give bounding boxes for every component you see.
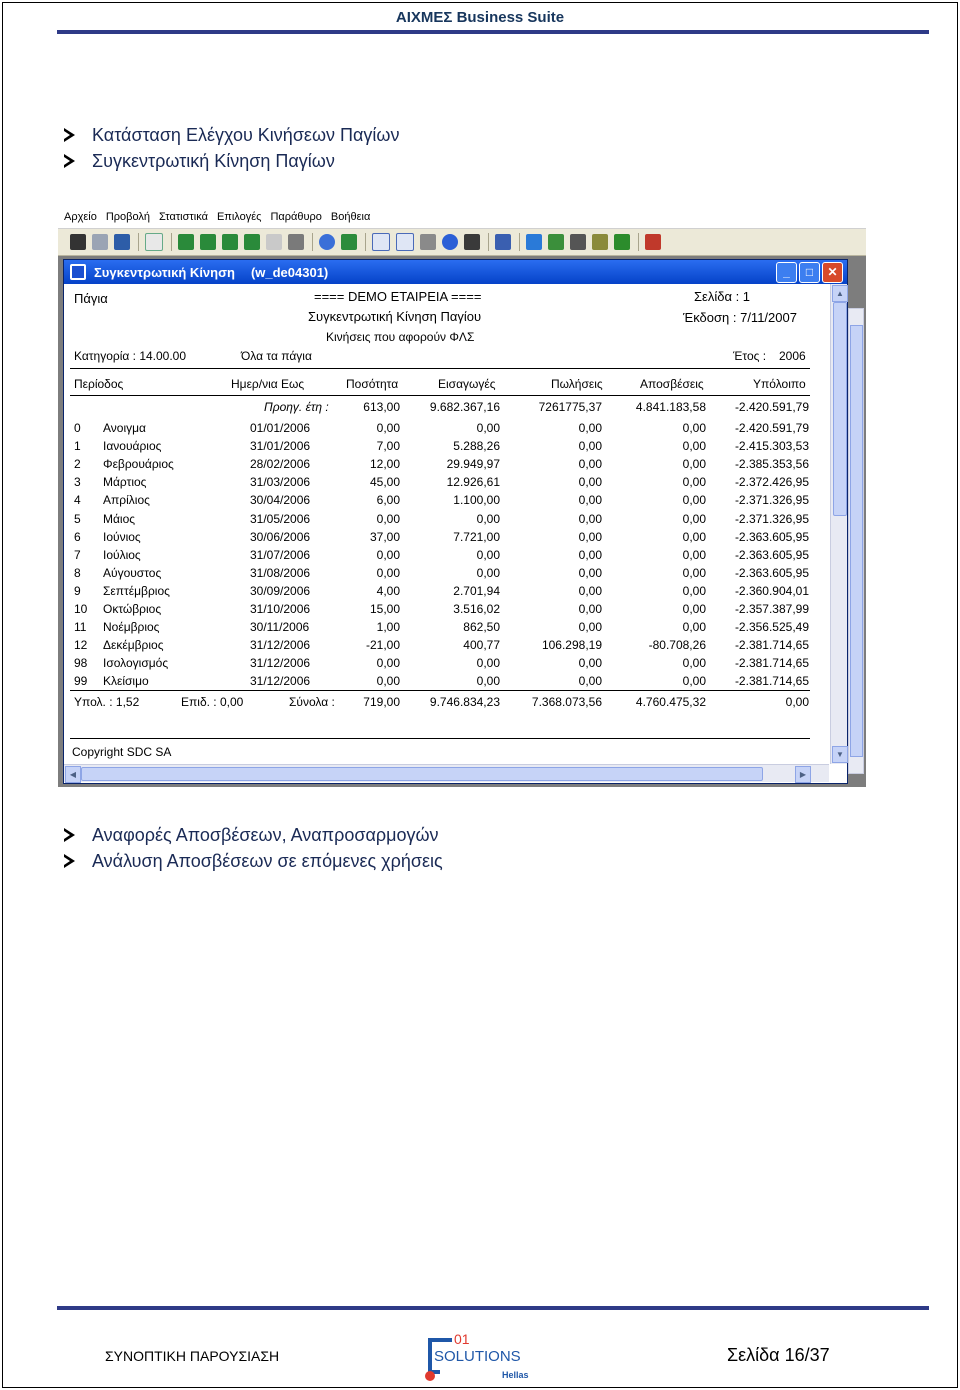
totals-sales: 7.368.073,56 [531, 695, 602, 709]
cell-date: 31/10/2006 [250, 602, 311, 616]
table-row [64, 620, 829, 638]
scroll-down-icon[interactable]: ▼ [832, 746, 848, 763]
cell-date: 30/11/2006 [250, 620, 310, 635]
table-row [64, 493, 829, 511]
cascade-icon[interactable] [420, 234, 436, 250]
cell-balance: -2.415.303,53 [734, 439, 809, 454]
column-headers [64, 377, 829, 395]
cell-balance: -2.381.714,65 [734, 674, 809, 689]
prev-qty: 613,00 [363, 400, 400, 414]
cell-depreciation: 0,00 [682, 421, 706, 435]
cell-period-name: Ιανουάριος [103, 439, 162, 454]
prev-page-icon[interactable] [200, 234, 216, 250]
menu-bar [58, 206, 866, 229]
toolbar-separator [519, 233, 520, 251]
exit-icon[interactable] [645, 234, 661, 250]
cell-sales: 0,00 [578, 674, 602, 689]
bullet-text: Συγκεντρωτική Κίνηση Παγίων [92, 151, 335, 171]
cell-depreciation: 0,00 [682, 565, 706, 580]
table-row [64, 421, 829, 439]
scroll-up-icon[interactable]: ▲ [832, 285, 848, 302]
cell-sales: 0,00 [578, 475, 602, 490]
cell-imports: 7.721,00 [453, 529, 500, 544]
col-sales: Πωλήσεις [551, 377, 603, 391]
cell-period-name: Απρίλιος [103, 493, 150, 508]
col-date: Ημερ/νια Εως [231, 377, 305, 391]
first-page-icon[interactable] [178, 234, 194, 250]
cell-imports: 0,00 [476, 547, 500, 562]
toolbar-separator [138, 233, 139, 251]
binoculars-icon[interactable] [70, 234, 86, 250]
cell-period-code: 6 [74, 529, 81, 544]
cell-sales: 0,00 [578, 565, 602, 580]
cell-balance: -2.363.605,95 [734, 565, 809, 580]
cell-period-code: 7 [74, 547, 81, 562]
cell-imports: 12.926,61 [446, 475, 500, 490]
cell-period-code: 8 [74, 565, 81, 580]
maximize-icon[interactable]: □ [799, 262, 820, 283]
cell-sales: 106.298,19 [541, 638, 602, 653]
cell-depreciation: 0,00 [682, 529, 706, 544]
cell-date: 30/06/2006 [250, 529, 311, 544]
cell-depreciation: 0,00 [682, 457, 706, 472]
cell-period-name: Ανοιγμα [103, 421, 146, 435]
scroll-thumb[interactable] [850, 325, 863, 757]
cell-date: 28/02/2006 [250, 457, 311, 472]
calendar-icon[interactable] [526, 234, 542, 250]
cell-date: 30/09/2006 [250, 583, 311, 598]
arrow-bullet-icon [64, 128, 75, 142]
menu-view[interactable]: Προβολή [105, 211, 151, 223]
cell-imports: 0,00 [476, 674, 500, 689]
report-year-value: 2006 [779, 349, 806, 363]
cell-imports: 862,50 [463, 620, 500, 635]
cell-period-name: Μάρτιος [103, 475, 147, 490]
chart-icon[interactable] [319, 234, 335, 250]
cell-sales: 0,00 [578, 547, 602, 562]
cell-period-code: 3 [74, 475, 81, 490]
report-body [64, 284, 829, 764]
cell-balance: -2.420.591,79 [734, 421, 809, 435]
cell-period-name: Αύγουστος [103, 565, 162, 580]
report-window [63, 259, 848, 784]
col-imports: Εισαγωγές [438, 377, 496, 391]
cell-depreciation: 0,00 [682, 511, 706, 526]
previous-years-row [64, 400, 829, 418]
table-row [64, 530, 829, 548]
toolbar [58, 229, 866, 256]
cell-imports: 400,77 [463, 638, 500, 653]
cell-balance: -2.381.714,65 [734, 638, 809, 653]
report-category: Κατηγορία : 14.00.00 [74, 349, 187, 363]
cell-period-name: Φεβρουάριος [103, 457, 174, 472]
cell-period-code: 99 [74, 674, 88, 689]
cell-imports: 0,00 [476, 511, 500, 526]
cell-balance: -2.381.714,65 [734, 656, 809, 671]
cell-sales: 0,00 [578, 511, 602, 526]
cell-date: 30/04/2006 [250, 493, 311, 508]
table-row [64, 638, 829, 656]
menu-file[interactable]: Αρχείο [64, 211, 97, 223]
cell-sales: 0,00 [578, 457, 602, 472]
totals-qty: 719,00 [363, 695, 400, 709]
cell-period-code: 98 [74, 656, 88, 671]
cell-qty: 0,00 [376, 565, 400, 580]
prev-balance: -2.420.591,79 [734, 400, 809, 414]
cell-period-name: Ισολογισμός [103, 656, 169, 671]
cell-depreciation: -80.708,26 [648, 638, 706, 653]
cell-qty: 0,00 [376, 674, 400, 689]
cell-sales: 0,00 [578, 493, 602, 508]
prev-depreciation: 4.841.183,58 [635, 400, 706, 414]
cell-sales: 0,00 [578, 602, 602, 616]
report-divider [70, 395, 810, 396]
cell-qty: 0,00 [376, 511, 400, 526]
toolbar-separator [488, 233, 489, 251]
report-page: Σελίδα : 1 [694, 289, 751, 304]
cell-qty: 15,00 [369, 602, 400, 616]
report-subtitle: Κινήσεις που αφορούν ΦΛΣ [326, 330, 475, 344]
cell-date: 31/12/2006 [250, 674, 311, 689]
bullet-item [60, 148, 399, 174]
cell-balance: -2.385.353,56 [734, 457, 809, 472]
document-header: ΑΙΧΜΕΣ Business Suite [395, 9, 565, 26]
cell-imports: 29.949,97 [446, 457, 500, 472]
cell-period-name: Μάιος [103, 511, 136, 526]
report-company: ==== DEMO ΕΤΑΙΡΕΙΑ ==== [314, 289, 482, 304]
table-row [64, 566, 829, 584]
cell-period-code: 9 [74, 583, 81, 598]
window-code: (w_de04301) [250, 264, 329, 280]
cell-imports: 5.288,26 [453, 439, 500, 454]
totals-label: Σύνολα : [289, 695, 335, 709]
mdi-vertical-scrollbar[interactable] [848, 308, 864, 774]
report-module: Πάγια [74, 291, 108, 306]
bullet-list-top [60, 122, 399, 174]
cell-qty: 37,00 [369, 529, 400, 544]
cell-period-name: Οκτώβριος [103, 602, 162, 616]
cell-balance: -2.357.387,99 [734, 602, 809, 616]
cell-period-name: Ιούλιος [103, 547, 141, 562]
mdi-area [58, 256, 866, 787]
cell-depreciation: 0,00 [682, 620, 706, 635]
cell-period-name: Ιούνιος [103, 529, 141, 544]
report-year-label: Έτος : [733, 349, 767, 363]
cell-imports: 2.701,94 [453, 583, 500, 598]
cell-period-code: 4 [74, 493, 81, 508]
cell-depreciation: 0,00 [682, 656, 706, 671]
cell-imports: 0,00 [476, 656, 500, 671]
calculator-icon[interactable] [570, 234, 586, 250]
totals-balance: 0,00 [785, 695, 809, 709]
settings-icon[interactable] [592, 234, 608, 250]
zoom-icon[interactable] [288, 234, 304, 250]
table-row [64, 475, 829, 493]
save-icon[interactable] [114, 234, 130, 250]
col-qty: Ποσότητα [346, 377, 399, 391]
cell-qty: 6,00 [376, 493, 400, 508]
arrow-bullet-icon [64, 828, 75, 842]
cell-sales: 0,00 [578, 421, 602, 435]
window-app-icon [70, 264, 86, 280]
scroll-thumb[interactable] [833, 302, 847, 516]
scroll-thumb[interactable] [81, 767, 763, 781]
excel-icon[interactable] [341, 234, 357, 250]
header-rule [57, 30, 929, 34]
cell-date: 31/12/2006 [250, 656, 311, 671]
cell-qty: 4,00 [376, 583, 400, 598]
cell-qty: 45,00 [369, 475, 400, 490]
cell-qty: 1,00 [376, 620, 400, 635]
table-row [64, 439, 829, 457]
cell-date: 31/07/2006 [250, 547, 311, 562]
menu-window[interactable]: Παράθυρο [270, 211, 322, 223]
col-depreciation: Αποσβέσεις [640, 377, 704, 391]
cell-qty: 0,00 [376, 547, 400, 562]
cell-balance: -2.363.605,95 [734, 547, 809, 562]
totals-ypol: Υπολ. : 1,52 [74, 695, 140, 709]
cell-depreciation: 0,00 [682, 674, 706, 689]
cell-qty: 12,00 [369, 457, 400, 472]
col-balance: Υπόλοιπο [753, 377, 806, 391]
totals-epid: Επιδ. : 0,00 [181, 695, 244, 709]
table-row [64, 457, 829, 475]
toolbar-separator [312, 233, 313, 251]
prev-imports: 9.682.367,16 [429, 400, 500, 414]
toolbar-separator [638, 233, 639, 251]
logo-name: SOLUTIONS [434, 1348, 521, 1365]
col-period: Περίοδος [74, 377, 124, 391]
cell-period-name: Δεκέμβριος [103, 638, 164, 653]
cell-sales: 0,00 [578, 439, 602, 454]
scroll-right-icon[interactable]: ▶ [795, 766, 811, 783]
cell-depreciation: 0,00 [682, 602, 706, 616]
table-row [64, 548, 829, 566]
cell-balance: -2.371.326,95 [734, 511, 809, 526]
cell-sales: 0,00 [578, 529, 602, 544]
cell-imports: 0,00 [476, 565, 500, 580]
menu-statistics[interactable]: Στατιστικά [159, 211, 208, 223]
company-logo [422, 1330, 532, 1382]
window-titlebar[interactable] [64, 260, 847, 284]
cell-imports: 3.516,02 [453, 602, 500, 616]
table-row [64, 512, 829, 530]
report-divider [70, 368, 810, 369]
cell-date: 31/08/2006 [250, 565, 311, 580]
prev-sales: 7261775,37 [538, 400, 602, 414]
menu-options[interactable]: Επιλογές [216, 211, 262, 223]
cell-balance: -2.356.525,49 [734, 620, 809, 635]
print-icon[interactable] [92, 234, 108, 250]
toolbar-separator [365, 233, 366, 251]
bullet-list-bottom [60, 822, 443, 874]
table-row [64, 602, 829, 620]
bullet-item [60, 848, 443, 874]
cell-period-code: 0 [74, 421, 81, 435]
cell-period-code: 5 [74, 511, 81, 526]
users-icon[interactable] [548, 234, 564, 250]
minimize-icon[interactable]: _ [776, 262, 797, 283]
cell-period-code: 11 [74, 620, 87, 635]
page-number: Σελίδα 16/37 [727, 1345, 830, 1365]
window-controls [774, 262, 843, 283]
next-page-icon[interactable] [222, 234, 238, 250]
cell-period-code: 12 [74, 638, 88, 653]
bullet-text: Ανάλυση Αποσβέσεων σε επόμενες χρήσεις [92, 851, 443, 871]
cell-qty: 7,00 [376, 439, 400, 454]
cell-depreciation: 0,00 [682, 583, 706, 598]
help-icon[interactable] [442, 234, 458, 250]
table-row [64, 584, 829, 602]
footer-rule [57, 1306, 929, 1310]
cell-period-code: 2 [74, 457, 81, 472]
cell-depreciation: 0,00 [682, 547, 706, 562]
cell-date: 31/05/2006 [250, 511, 311, 526]
app-screenshot [58, 206, 866, 787]
toolbar-separator [171, 233, 172, 251]
bullet-item [60, 822, 443, 848]
scroll-left-icon[interactable]: ◀ [65, 766, 81, 783]
report-horizontal-scrollbar[interactable] [64, 764, 829, 782]
table-row [64, 656, 829, 674]
cell-date: 31/01/2006 [250, 439, 311, 454]
cell-balance: -2.363.605,95 [734, 529, 809, 544]
close-icon[interactable]: ✕ [822, 262, 843, 283]
totals-row [64, 695, 829, 713]
footer-divider [70, 738, 810, 739]
report-title: Συγκεντρωτική Κίνηση Παγίου [308, 309, 482, 324]
book-icon[interactable] [495, 234, 511, 250]
prev-label: Προηγ. έτη : [264, 400, 329, 414]
arrow-bullet-icon [64, 154, 75, 168]
report-all-assets: Όλα τα πάγια [241, 349, 312, 363]
cell-sales: 0,00 [578, 656, 602, 671]
totals-divider [70, 690, 810, 691]
cell-period-name: Σεπτέμβριος [103, 583, 170, 598]
bullet-item [60, 122, 399, 148]
cell-balance: -2.372.426,95 [734, 475, 809, 490]
cell-date: 01/01/2006 [250, 421, 311, 435]
page-setup-icon[interactable] [266, 234, 282, 250]
cell-depreciation: 0,00 [682, 475, 706, 490]
cell-qty: -21,00 [365, 638, 400, 653]
cell-sales: 0,00 [578, 583, 602, 598]
cell-date: 31/03/2006 [250, 475, 311, 490]
download-icon[interactable] [614, 234, 630, 250]
totals-imports: 9.746.834,23 [429, 695, 500, 709]
window-icon[interactable] [396, 233, 414, 251]
arrow-bullet-icon [64, 854, 75, 868]
logo-sub: Hellas [502, 1370, 529, 1380]
cell-imports: 0,00 [476, 421, 500, 435]
menu-help[interactable]: Βοήθεια [330, 211, 371, 223]
last-page-icon[interactable] [244, 234, 260, 250]
tile-vertical-icon[interactable] [372, 233, 390, 251]
cell-balance: -2.371.326,95 [734, 493, 809, 508]
cell-period-code: 1 [74, 439, 81, 454]
cell-depreciation: 0,00 [682, 439, 706, 454]
report-issue-date: Έκδοση : 7/11/2007 [683, 310, 797, 325]
window-title: Συγκεντρωτική Κίνηση [94, 264, 235, 280]
cell-qty: 0,00 [376, 656, 400, 671]
cell-period-code: 10 [74, 602, 88, 616]
cell-date: 31/12/2006 [250, 638, 311, 653]
bullet-text: Κατάσταση Ελέγχου Κινήσεων Παγίων [92, 125, 400, 145]
logo-number: 01 [454, 1331, 470, 1347]
cell-period-name: Νοέμβριος [103, 620, 160, 635]
export-icon[interactable] [145, 233, 163, 251]
cell-balance: -2.360.904,01 [734, 583, 809, 598]
cell-depreciation: 0,00 [682, 493, 706, 508]
cell-sales: 0,00 [578, 620, 602, 635]
bullet-text: Αναφορές Αποσβέσεων, Αναπροσαρμογών [92, 825, 439, 845]
footer-left-text: ΣΥΝΟΠΤΙΚΗ ΠΑΡΟΥΣΙΑΣΗ [105, 1348, 280, 1364]
report-vertical-scrollbar[interactable] [830, 284, 847, 764]
cell-period-name: Κλείσιμο [103, 674, 149, 689]
context-help-icon[interactable] [464, 234, 480, 250]
report-copyright: Copyright SDC SA [72, 745, 172, 759]
cell-qty: 0,00 [376, 421, 400, 435]
cell-imports: 1.100,00 [453, 493, 500, 508]
totals-depreciation: 4.760.475,32 [635, 695, 706, 709]
